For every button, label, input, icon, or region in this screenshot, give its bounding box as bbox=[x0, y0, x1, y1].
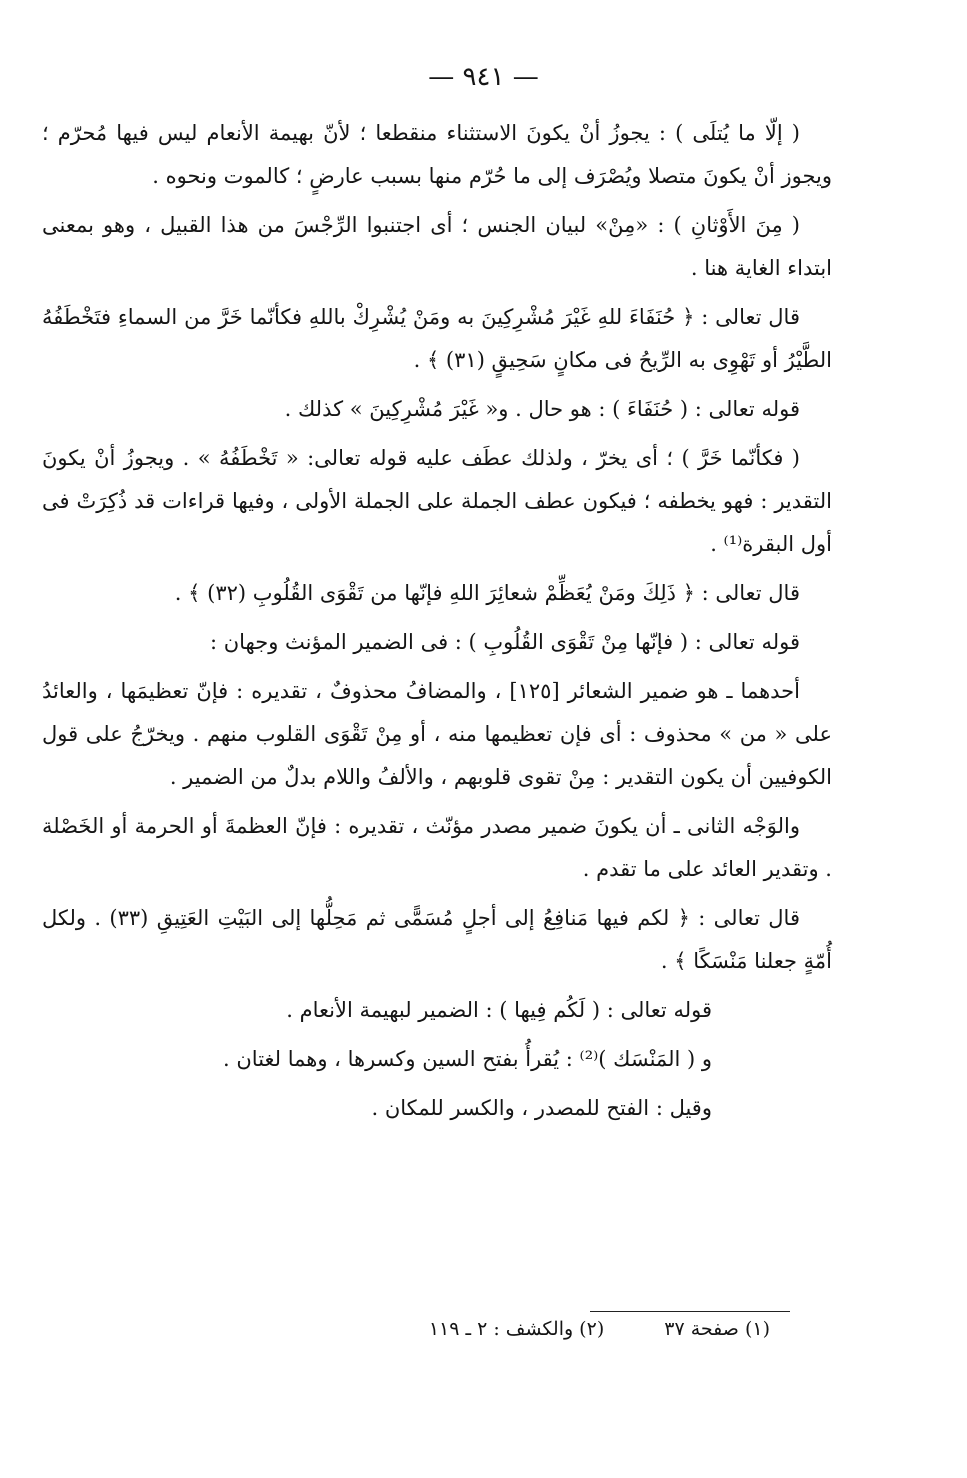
paragraph-two-aspects: قوله تعالى : ( فإنّها مِنْ تَقْوَى القُلُوبِ ) : فى الضمير المؤنث وجهان : bbox=[209, 630, 800, 654]
paragraph-min-al-awthan: ( مِنَ الأَوْثانِ ) : «مِنْ» لبيان الجنس ؛ أى اجتنبوا الرِّجْسَ من هذا القبيل ، وهو بمعنى ابتداء الغاية هنا . bbox=[42, 213, 832, 280]
footnote-2: (٢) والكشف : ٢ ـ ١١٩ bbox=[428, 1318, 605, 1340]
paragraph-second-aspect: والوَجْه الثانى ـ أن يكونَ ضمير مصدر مؤنّث ، تقديره : فإنّ العظمةَ أو الحرمة أو الخَصْلة . وتقدير العائد على ما تقدم . bbox=[42, 814, 832, 881]
paragraph-first-aspect: أحدهما ـ هو ضمير الشعائر [١٢٥] ، والمضافُ محذوفٌ ، تقديره : فإنّ تعظيمَها ، والعائدُ على « من » محذوف : أى فإن تعظيمها منه ، أو مِنْ تَقْوَى القلوب منهم . ويخرّجُ على قول الكوفيين أن يكون التقدير : مِنْ تقوى قلوبهم ، والألفُ واللام بدلٌ من الضمير . bbox=[42, 679, 832, 789]
page-number: — ٩٤١ — bbox=[428, 62, 539, 92]
paragraph-illa-ma-yutla: ( إلّا ما يُتلَى ) : يجوزُ أنْ يكونَ الاستثناء منقطعا ؛ لأنّ بهيمة الأنعام ليس فيها مُحرّم ؛ ويجوز أنْ يكونَ متصلا ويُصْرَف إلى ما حُرّم منها بسبب عارضٍ ؛ كالموت ونحوه . bbox=[42, 121, 832, 188]
paragraph-wa-qila: وقيل : الفتح للمصدر ، والكسر للمكان . bbox=[371, 1096, 712, 1120]
paragraph-hunafa: قوله تعالى : ( حُنَفَاءَ ) : هو حال . و« غَيْرَ مُشْرِكِينَ » كذلك . bbox=[284, 397, 800, 421]
footnote-1: (١) صفحة ٣٧ bbox=[664, 1318, 770, 1340]
paragraph-lakum-fiha: قوله تعالى : ( لَكُم فِيها ) : الضمير لبهيمة الأنعام . bbox=[286, 998, 712, 1022]
paragraph-al-mansak: و ( المَنْسَك )⁽²⁾ : يُقرأُ بفتح السين وكسرها ، وهما لغتان . bbox=[223, 1047, 712, 1071]
paragraph-verse-32: قال تعالى : ﴿ ذَلِكَ ومَنْ يُعَظِّمْ شعائِرَ اللهِ فإنّها من تَقْوَى القُلُوبِ (٣٢) ﴾ . bbox=[174, 581, 800, 605]
page-body bbox=[42, 112, 832, 1130]
paragraph-verse-31: قال تعالى : ﴿ حُنَفَاءَ للهِ غَيْرَ مُشْرِكِينَ به ومَنْ يُشْرِكْ باللهِ فكأنّما خَرَّ من السماءِ فتَخْطَفُهُ الطَّيْرُ أو تَهْوِى به الرِّيحُ فى مكانٍ سَحِيقٍ (٣١) ﴾ . bbox=[42, 305, 832, 372]
paragraph-verse-33: قال تعالى : ﴿ لكم فيها مَنافِعُ إلى أجلٍ مُسَمًّى ثم مَحِلُّها إلى البَيْتِ العَتِيقِ (٣٣) . ولكل أُمّةٍ جعلنا مَنْسَكًا ﴾ . bbox=[42, 906, 832, 973]
footnotes bbox=[300, 1318, 770, 1340]
footnote-separator bbox=[590, 1311, 790, 1312]
paragraph-fakaannama: ( فكأنّما خَرَّ ) ؛ أى يخرّ ، ولذلك عطَف عليه قوله تعالى: « تَخْطَفُهُ » . ويجوزُ أنْ يكونَ التقدير : فهو يخطفه ؛ فيكون عطف الجملة على الجملة الأولى ، وفيها قراءات قد ذُكِرَتْ فى أول البقرة⁽¹⁾ . bbox=[42, 446, 832, 556]
